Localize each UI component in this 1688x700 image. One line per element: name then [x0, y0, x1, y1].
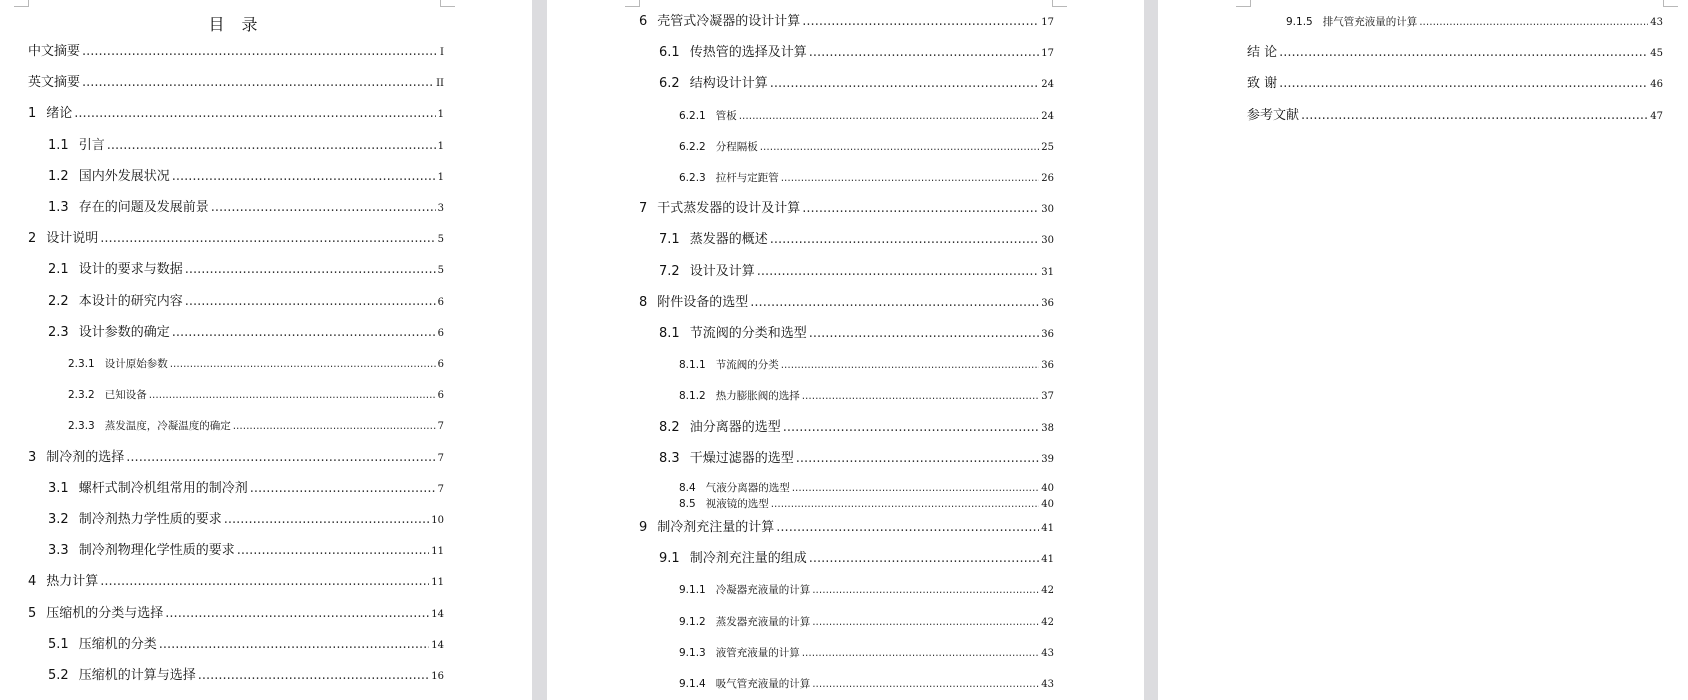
toc-entry[interactable] — [639, 201, 1054, 218]
toc-entry-label: 壳管式冷凝器的设计计算 — [657, 14, 801, 29]
toc-entry[interactable] — [659, 232, 1054, 249]
toc-entry-number: 2.3.2 — [68, 389, 95, 402]
toc-entry[interactable] — [639, 295, 1054, 312]
toc-entry-number: 1.3 — [48, 200, 69, 215]
toc-entry[interactable] — [28, 75, 444, 92]
toc-entry-page-number: 1 — [437, 171, 444, 183]
toc-entry-number: 6.2.3 — [679, 172, 706, 184]
dot-leader — [781, 170, 1040, 186]
toc-entry[interactable] — [28, 106, 444, 123]
toc-entry-number: 2.3.3 — [68, 420, 95, 433]
toc-entry-page-number: 24 — [1041, 79, 1054, 91]
toc-entry-label: 设计参数的确定 — [78, 324, 170, 340]
dot-leader — [770, 76, 1040, 92]
toc-entry[interactable] — [28, 44, 444, 61]
toc-entry[interactable] — [48, 325, 444, 342]
toc-entry[interactable] — [679, 482, 1054, 495]
toc-entry-number: 3.2 — [48, 512, 69, 527]
dot-leader — [802, 201, 1039, 217]
toc-entry-number: 6.2.1 — [679, 109, 706, 122]
dot-leader — [237, 543, 430, 559]
toc-entry-label: 国内外发展状况 — [78, 168, 170, 184]
toc-entry-number: 3 — [28, 449, 37, 465]
toc-entry-label: 分程隔板 — [715, 140, 758, 153]
dot-leader — [149, 387, 436, 403]
dot-leader — [170, 356, 436, 372]
toc-entry-label: 油分离器的选型 — [689, 419, 781, 435]
toc-entry-page-number: 36 — [1041, 297, 1054, 309]
toc-entry-number: 3.1 — [48, 480, 69, 496]
toc-entry-number: 9.1 — [659, 551, 680, 567]
toc-entry-page-number: 24 — [1041, 110, 1054, 122]
toc-entry-label: 绪论 — [46, 106, 73, 122]
toc-entry-page-number: 43 — [1650, 17, 1663, 28]
toc-entry-label: 气液分离器的选型 — [705, 482, 790, 494]
toc-entry-label: 压缩机的分类 — [78, 636, 157, 652]
toc-entry-page-number: 1 — [437, 109, 444, 121]
document-page-3 — [1158, 0, 1688, 700]
toc-entry-number: 8.4 — [679, 482, 696, 494]
toc-entry-page-number: 40 — [1041, 499, 1054, 510]
dot-leader — [1419, 14, 1648, 30]
toc-entry-number: 2.2 — [48, 293, 69, 309]
toc-entry[interactable] — [679, 170, 1054, 187]
toc-entry-label: 致 谢 — [1247, 76, 1278, 92]
toc-entry-page-number: 40 — [1041, 483, 1054, 494]
toc-entry-number: 7.1 — [659, 232, 680, 248]
toc-entry-number: 3.3 — [48, 543, 69, 559]
toc-entry-label: 液管充液量的计算 — [715, 646, 800, 659]
document-page-1 — [0, 0, 532, 700]
toc-entry-label: 视液镜的选型 — [705, 498, 769, 510]
toc-entry[interactable] — [659, 451, 1054, 468]
toc-entry-label: 本设计的研究内容 — [78, 293, 183, 309]
dot-leader — [809, 326, 1040, 342]
dot-leader — [185, 262, 436, 278]
toc-entry-page-number: 10 — [431, 515, 444, 526]
dot-leader — [159, 637, 430, 653]
toc-entry-page-number: 38 — [1041, 422, 1054, 434]
toc-entry-label: 干式蒸发器的设计及计算 — [657, 201, 801, 217]
toc-entry-label: 设计的要求与数据 — [78, 262, 183, 278]
toc-entry-number: 6.1 — [659, 45, 680, 61]
toc-entry-number: 4 — [28, 574, 37, 590]
toc-entry-page-number: 37 — [1041, 391, 1054, 403]
toc-entry[interactable] — [68, 387, 444, 404]
toc-entry-label: 蒸发器的概述 — [689, 232, 768, 248]
toc-entry[interactable] — [679, 498, 1054, 511]
toc-entry[interactable] — [659, 326, 1054, 343]
dot-leader — [771, 498, 1040, 511]
toc-entry-label: 蒸发器充液量的计算 — [715, 615, 811, 628]
dot-leader — [812, 614, 1039, 630]
toc-entry-page-number: 7 — [437, 483, 444, 495]
toc-title: 目 录 — [208, 15, 264, 34]
toc-entry[interactable] — [679, 139, 1054, 156]
toc-entry-label: 冷凝器充液量的计算 — [715, 584, 811, 597]
toc-entry-page-number: 30 — [1041, 235, 1054, 247]
toc-entry-number: 9.1.1 — [679, 584, 706, 597]
toc-entry-label: 干燥过滤器的选型 — [689, 450, 794, 466]
dot-leader — [812, 676, 1039, 692]
toc-entry-label: 螺杆式制冷机组常用的制冷剂 — [78, 480, 248, 496]
toc-entry-number: 2 — [28, 231, 37, 247]
toc-entry-page-number: 41 — [1041, 523, 1054, 534]
crop-mark-top-left — [14, 0, 29, 7]
toc-entry-number: 6.2 — [659, 76, 680, 92]
toc-entry-number: 5.1 — [48, 636, 69, 652]
toc-entry-label: 蒸发温度，冷凝温度的确定 — [104, 420, 231, 433]
toc-entry-number: 8 — [639, 294, 648, 310]
toc-entry-number: 8.2 — [659, 419, 680, 435]
dot-leader — [812, 582, 1039, 598]
toc-entry-number: 5.2 — [48, 668, 69, 683]
toc-entry-page-number: 43 — [1041, 679, 1054, 690]
toc-entry[interactable] — [48, 138, 444, 155]
dot-leader — [809, 45, 1040, 61]
crop-mark-top-left — [1236, 0, 1251, 7]
toc-entry[interactable] — [1247, 76, 1663, 93]
dot-leader — [781, 357, 1040, 373]
toc-entry-page-number: 6 — [437, 359, 444, 370]
toc-entry-label: 结构设计计算 — [689, 76, 768, 92]
toc-entry[interactable] — [48, 200, 444, 217]
toc-entry-label: 引言 — [78, 137, 105, 153]
toc-entry-number: 6.2.2 — [679, 140, 706, 153]
toc-entry-label: 热力计算 — [46, 574, 99, 590]
toc-entry-label: 参考文献 — [1247, 107, 1300, 123]
toc-entry-label: 管板 — [715, 109, 737, 122]
toc-entry[interactable] — [1286, 14, 1663, 31]
toc-entry-number: 9.1.4 — [679, 678, 706, 690]
toc-entry-label: 制冷剂充注量的组成 — [689, 551, 807, 567]
dot-leader — [750, 295, 1039, 311]
toc-entry-page-number: 42 — [1041, 616, 1054, 628]
toc-entry-number: 8.5 — [679, 498, 696, 510]
dot-leader — [1301, 108, 1648, 124]
dot-leader — [172, 169, 436, 185]
toc-entry[interactable] — [659, 420, 1054, 437]
dot-leader — [757, 264, 1040, 280]
toc-entry-number: 1.2 — [48, 168, 69, 184]
toc-entry[interactable] — [1247, 108, 1663, 125]
toc-entry-label: 节流阀的分类 — [715, 359, 779, 372]
toc-entry-number: 5 — [28, 605, 37, 621]
toc-entry[interactable] — [679, 388, 1054, 405]
toc-entry-number: 9 — [639, 520, 648, 535]
dot-leader — [100, 231, 435, 247]
toc-entry-label: 节流阀的分类和选型 — [689, 326, 807, 341]
toc-entry[interactable] — [48, 262, 444, 279]
toc-entry[interactable] — [48, 481, 444, 498]
dot-leader — [802, 388, 1040, 404]
dot-leader — [760, 139, 1040, 155]
toc-entry-label: 中文摘要 — [28, 44, 81, 59]
toc-entry-number: 7 — [639, 201, 648, 217]
toc-entry[interactable] — [639, 520, 1054, 537]
toc-entry-number: 9.1.5 — [1286, 16, 1313, 28]
dot-leader — [172, 325, 436, 341]
dot-leader — [770, 232, 1040, 248]
dot-leader — [211, 200, 436, 216]
dot-leader — [802, 645, 1040, 661]
toc-entry-page-number: 11 — [431, 546, 444, 558]
toc-entry[interactable] — [28, 450, 444, 467]
toc-entry[interactable] — [68, 356, 444, 373]
toc-entry-page-number: 6 — [437, 296, 444, 308]
toc-entry-number: 9.1.2 — [679, 615, 706, 628]
toc-entry[interactable] — [679, 357, 1054, 374]
toc-entry[interactable] — [48, 294, 444, 311]
crop-mark-top-right — [1052, 0, 1067, 7]
toc-entry-number: 8.3 — [659, 450, 680, 466]
toc-entry-page-number: 11 — [431, 577, 444, 589]
toc-entry-page-number: 7 — [437, 421, 444, 433]
toc-entry[interactable] — [639, 14, 1054, 31]
dot-leader — [74, 106, 435, 122]
toc-entry-label: 结 论 — [1247, 45, 1278, 61]
toc-entry-page-number: 47 — [1650, 110, 1663, 122]
toc-entry-page-number: 6 — [437, 390, 444, 402]
toc-entry[interactable] — [48, 637, 444, 654]
dot-leader — [198, 668, 430, 684]
toc-entry-label: 存在的问题及发展前景 — [78, 200, 209, 215]
toc-entry-page-number: 16 — [431, 671, 444, 682]
toc-entry-number: 8.1.2 — [679, 390, 706, 403]
toc-entry-number: 2.3 — [48, 324, 69, 340]
toc-entry-label: 制冷剂热力学性质的要求 — [78, 512, 222, 527]
toc-entry-page-number: 39 — [1041, 453, 1054, 465]
toc-entry-label: 传热管的选择及计算 — [689, 45, 807, 61]
toc-entry-label: 设计及计算 — [689, 263, 755, 279]
toc-entry-label: 制冷剂的选择 — [46, 449, 125, 465]
toc-entry-page-number: 26 — [1041, 173, 1054, 184]
toc-entry[interactable] — [28, 231, 444, 248]
toc-entry-page-number: 5 — [437, 265, 444, 277]
document-page-2 — [547, 0, 1144, 700]
toc-entry-label: 排气管充液量的计算 — [1322, 16, 1418, 28]
toc-entry-number: 8.1.1 — [679, 359, 706, 372]
toc-entry-page-number: 31 — [1041, 266, 1054, 278]
toc-entry[interactable] — [68, 418, 444, 435]
dot-leader — [82, 44, 438, 60]
toc-entry-label: 拉杆与定距管 — [715, 172, 779, 184]
toc-entry[interactable] — [679, 582, 1054, 599]
dot-leader — [165, 606, 429, 622]
toc-entry-page-number: 42 — [1041, 585, 1054, 597]
toc-entry[interactable] — [679, 108, 1054, 125]
toc-entry-number: 7.2 — [659, 263, 680, 279]
toc-entry-page-number: 17 — [1041, 17, 1054, 28]
dot-leader — [1279, 76, 1648, 92]
toc-entry[interactable] — [659, 264, 1054, 281]
crop-mark-top-left — [625, 0, 640, 7]
dot-leader — [82, 75, 434, 91]
toc-entry-label: 英文摘要 — [28, 75, 81, 91]
toc-entry[interactable] — [1247, 45, 1663, 62]
toc-entry-page-number: 14 — [431, 639, 444, 651]
toc-entry[interactable] — [679, 676, 1054, 693]
dot-leader — [1279, 45, 1648, 61]
toc-entry-page-number: 46 — [1650, 79, 1663, 91]
crop-mark-top-right — [1663, 0, 1678, 7]
toc-entry-page-number: 36 — [1041, 360, 1054, 372]
toc-entry[interactable] — [659, 76, 1054, 93]
toc-entry-number: 8.1 — [659, 326, 680, 341]
dot-leader — [796, 451, 1040, 467]
toc-entry-label: 制冷剂充注量的计算 — [657, 520, 775, 535]
dot-leader — [776, 520, 1039, 536]
toc-entry-label: 设计说明 — [46, 231, 99, 247]
toc-entry[interactable] — [659, 551, 1054, 568]
toc-entry-page-number: 3 — [437, 203, 444, 214]
toc-entry-label: 压缩机的计算与选择 — [78, 668, 196, 683]
toc-entry[interactable] — [679, 614, 1054, 631]
toc-entry[interactable] — [28, 574, 444, 591]
dot-leader — [224, 512, 430, 528]
toc-entry[interactable] — [659, 45, 1054, 62]
toc-entry-page-number: 7 — [437, 452, 444, 464]
dot-leader — [783, 420, 1040, 436]
toc-entry-label: 压缩机的分类与选择 — [46, 605, 164, 621]
toc-entry[interactable] — [28, 606, 444, 623]
dot-leader — [100, 574, 429, 590]
toc-entry[interactable] — [48, 512, 444, 529]
dot-leader — [802, 14, 1039, 30]
toc-entry-page-number: II — [436, 78, 444, 90]
toc-entry-label: 制冷剂物理化学性质的要求 — [78, 543, 235, 559]
toc-entry[interactable] — [48, 668, 444, 685]
toc-entry-page-number: 30 — [1041, 204, 1054, 216]
toc-entry-page-number: 45 — [1650, 48, 1663, 60]
dot-leader — [809, 551, 1040, 567]
toc-entry-label: 热力膨胀阀的选择 — [715, 390, 800, 403]
toc-entry-label: 设计原始参数 — [104, 358, 168, 370]
dot-leader — [126, 450, 435, 466]
toc-entry-page-number: 1 — [437, 140, 444, 152]
toc-entry-label: 吸气管充液量的计算 — [715, 678, 811, 690]
toc-entry[interactable] — [48, 543, 444, 560]
dot-leader — [792, 482, 1040, 495]
toc-entry-page-number: 25 — [1041, 141, 1054, 153]
toc-entry-page-number: 43 — [1041, 647, 1054, 659]
toc-entry-page-number: 14 — [431, 608, 444, 620]
toc-entry-number: 1 — [28, 106, 37, 122]
toc-entry-number: 1.1 — [48, 137, 69, 153]
toc-entry-number: 2.1 — [48, 262, 69, 278]
dot-leader — [739, 108, 1040, 124]
dot-leader — [107, 138, 436, 154]
dot-leader — [233, 418, 436, 434]
toc-entry-label: 已知设备 — [104, 389, 147, 402]
toc-entry-number: 2.3.1 — [68, 358, 95, 370]
toc-entry-page-number: 17 — [1041, 48, 1054, 60]
toc-entry-number: 9.1.3 — [679, 646, 706, 659]
crop-mark-top-right — [440, 0, 455, 7]
toc-entry[interactable] — [48, 169, 444, 186]
toc-entry-page-number: 5 — [437, 234, 444, 246]
toc-entry-page-number: 36 — [1041, 329, 1054, 340]
toc-entry-label: 附件设备的选型 — [657, 294, 749, 310]
toc-entry-number: 6 — [639, 14, 648, 29]
toc-entry-page-number: 6 — [437, 327, 444, 339]
dot-leader — [185, 294, 436, 310]
toc-entry-page-number: 41 — [1041, 554, 1054, 566]
toc-entry-page-number: I — [440, 47, 444, 58]
toc-entry[interactable] — [679, 645, 1054, 662]
dot-leader — [250, 481, 436, 497]
